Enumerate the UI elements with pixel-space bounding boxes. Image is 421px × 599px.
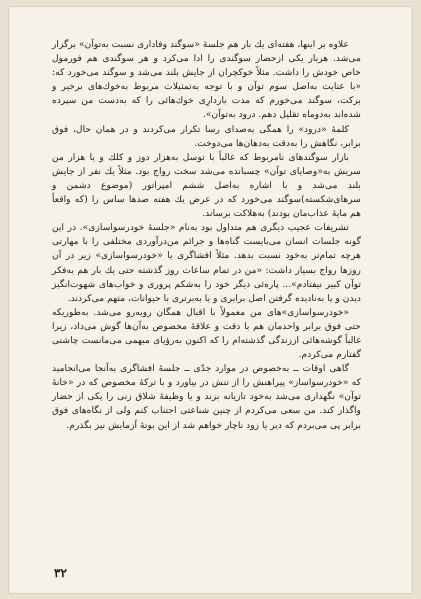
book-page — [8, 6, 413, 594]
paragraph-5: «خودرسواسازی»های من معمولاً با اقبال همگان روبه‌رو می‌شد. به‌طوریکه حتی فوق برابر واحدمان هم با دقت و علاقهٔ مخصوص به‌آن‌ها گوش می‌داد، زیرا غالباً گوشه‌هائی اززندگی گذشته‌ام را که اکنون به‌رؤیای مبهمی می‌مانست چاشنی گفتارم می‌کردم. — [52, 306, 361, 361]
page-number: ۳۲ — [54, 566, 67, 580]
page-body-text — [52, 38, 361, 554]
paragraph-1: علاوه بر اینها، هفته‌ای یك بار هم جلسهٔ «سوگند وفاداری نسبت به‌توآن» برگزار می‌شد. هربار یکی ازحضار سوگندی را ادا می‌کرد و هر سوگندی هم فورمول خاص خودش را داشت. مثلاً خوکچران از جایش بلند می‌شد و سوگند می‌خورد که: «با عنایت به‌اصل سوم توآن و با توجه به‌تمثیلات مربوط به‌خوك‌های برخیر و برکت، سوگند می‌خورم که مدت باردارِی خوك‌هائی را که به‌دست من سپرده شده‌اند به‌دوماه تقلیل دهم. درود به‌توآن». — [52, 39, 361, 121]
paragraph-2: کلمهٔ «درود» را همگی به‌صدای رسا تکرار می‌کردند و در همان حال، فوق برابر، نگاهش را به‌دقت به‌دهان‌ها می‌دوخت. — [52, 123, 361, 149]
paragraph-6: گاهی اوقات ــ به‌خصوص در موارد جدّی ــ جلسهٔ افشاگری به‌آنجا می‌انجامید که «خودرسواساز» پیراهنش را از تنش در بیاورد و با ترکهٔ مخصوص که در «خانهٔ توآن» نگهداری می‌شد به‌خود تازیانه بزند و یا وظیفهٔ شلاق زنی را یکی از حضار واگذار کند. من سعی می‌کردم از چنین شناعتی اجتناب کنم ولی از نگاه‌های فوق برابر پی می‌بردم که دیر یا زود ناچار خواهم شد از این بوتهٔ آزمایش نیز بگذرم. — [52, 363, 361, 431]
paragraph-4: تشریفات عجیب دیگری هم متداول بود به‌نام «جلسهٔ خودرسوا‌سازی». در این گونه جلسات انسان می‌بایست گناه‌ها و جرائم من‌درآوردی مختلفی را با مهارتی هرچه تمام‌تر به‌خود نسبت بدهد. مثلاً افشاگری یا «خودرسواسازی» زیر در آن روزها رواج بسیار داشت: «من در تمام ساعات روز گذشته حتی یك بار هم به‌فکر توآن کبیر نیفتادم»... پاره‌ئی دیگر خود را به‌شکم پروری و خواب‌های شهوت‌انگیز دیدن و یا به‌نادیده گرفتن اصل برابری و یا به‌برتری با حیوانات، متهم می‌کردند. — [52, 222, 361, 304]
paragraph-3: بازار سوگندهای نامربوط که غالباً با توسل به‌هزار دوز و کلك و یا هزار من سریش به‌«وصایای توآن» چسبانده می‌شد سخت رواج بود. مثلاً یك نفر از جایش بلند می‌شد و با اشاره به‌اصل ششم امپراتور (موضوع دشمن و سرهای‌شکسته)سوگند می‌خورد که در عرض یك هفته صدها ساس را (که واقعاً هم مایهٔ عذاب‌مان بودند) به‌هلاکت برساند. — [52, 151, 361, 220]
